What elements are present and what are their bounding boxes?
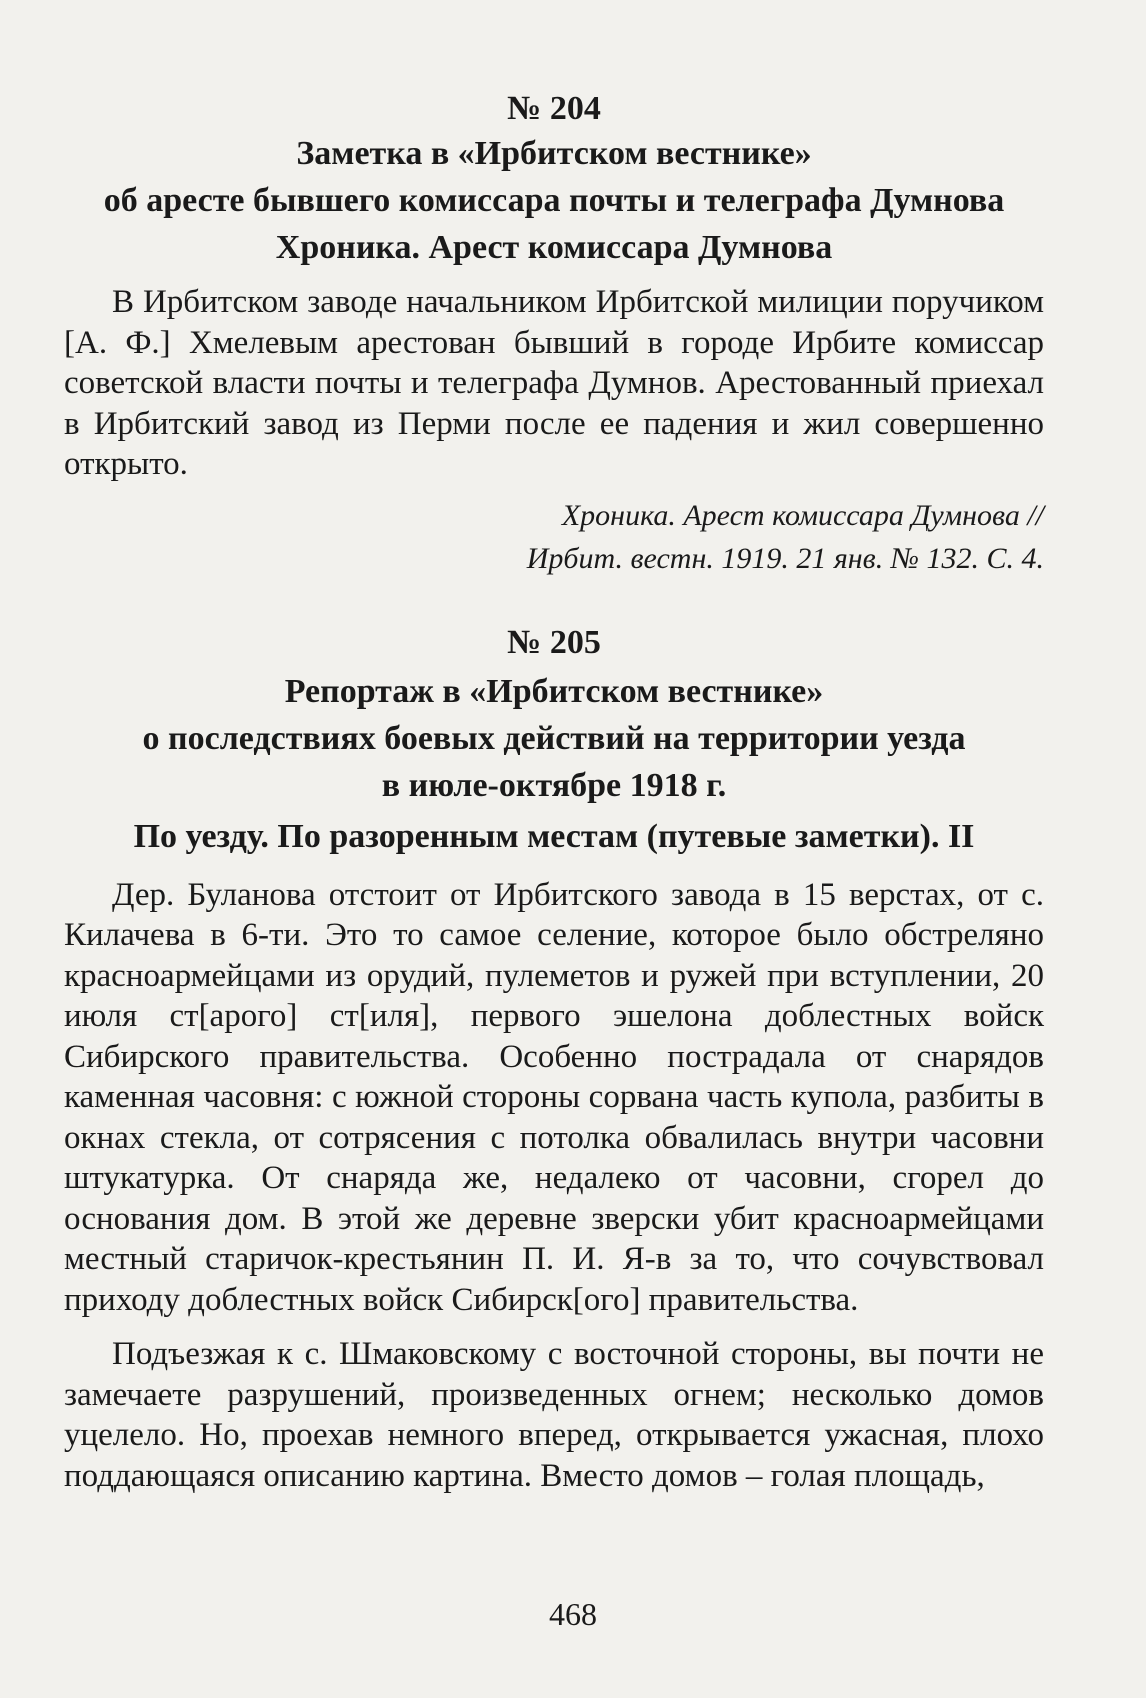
doc-204-subtitle: Хроника. Арест комиссара Думнова [275, 229, 833, 266]
doc-204-title-line2: об аресте бывшего комиссара почты и телеграфа Думнова [103, 182, 1005, 219]
doc-205-paragraph-1: Дер. Буланова отстоит от Ирбитского завода в 15 верстах, от с. Килачева в 6-ти. Это то самое селение, которое было обстреляно красноармейцами из орудий, пулеметов и ружей при вступлении, 20 июля ст[арого] ст[иля], первого эшелона доблестных войск Сибирского правительства. Особенно пострадала от снарядов каменная часовня: с южной стороны сорвана часть купола, разбиты в окнах стекла, от сотрясения с потолка обвалилась внутри часовни штукатурка. От снаряда же, недалеко от часовни, сгорел до основания дом. В этой же деревне зверски убит красноармейцами местный старичок-крестьянин П. И. Я-в за то, что сочувствовал приходу доблестных войск Сибирск[ого] правительства. [64, 876, 1044, 1318]
page-number: 468 [549, 1596, 597, 1632]
document-page [64, 88, 1044, 1496]
doc-204-source-line1: Хроника. Арест комиссара Думнова // [561, 498, 1044, 532]
doc-204-number: № 204 [507, 90, 601, 127]
doc-205-title-line3: в июле-октябре 1918 г. [381, 766, 727, 804]
doc-204-source-line2: Ирбит. вестн. 1919. 21 янв. № 132. С. 4. [526, 541, 1044, 575]
doc-205-title-line1: Репортаж в «Ирбитском вестнике» [284, 672, 824, 710]
doc-204-paragraph: В Ирбитском заводе начальником Ирбитской милиции поручиком [А. Ф.] Хмелевым арестован бывший в городе Ирбите комиссар советской власти почты и телеграфа Думнов. Арестованный приехал в Ирбитский завод из Перми после ее падения и жил совершенно открыто. [64, 284, 1044, 482]
doc-205-subtitle: По уезду. По разоренным местам (путевые заметки). II [133, 817, 975, 855]
doc-204-title-line1: Заметка в «Ирбитском вестнике» [296, 135, 812, 172]
doc-205 [64, 622, 1044, 1497]
doc-204 [64, 88, 1044, 580]
doc-205-number: № 205 [507, 623, 601, 661]
doc-205-paragraph-2: Подъезжая к с. Шмаковскому с восточной стороны, вы почти не замечаете разрушений, произведенных огнем; несколько домов уцелело. Но, проехав немного вперед, открывается ужасная, плохо поддающаяся описанию картина. Вместо домов – голая площадь, [64, 1336, 1044, 1494]
doc-205-title-line2: о последствиях боевых действий на территории уезда [142, 719, 966, 757]
